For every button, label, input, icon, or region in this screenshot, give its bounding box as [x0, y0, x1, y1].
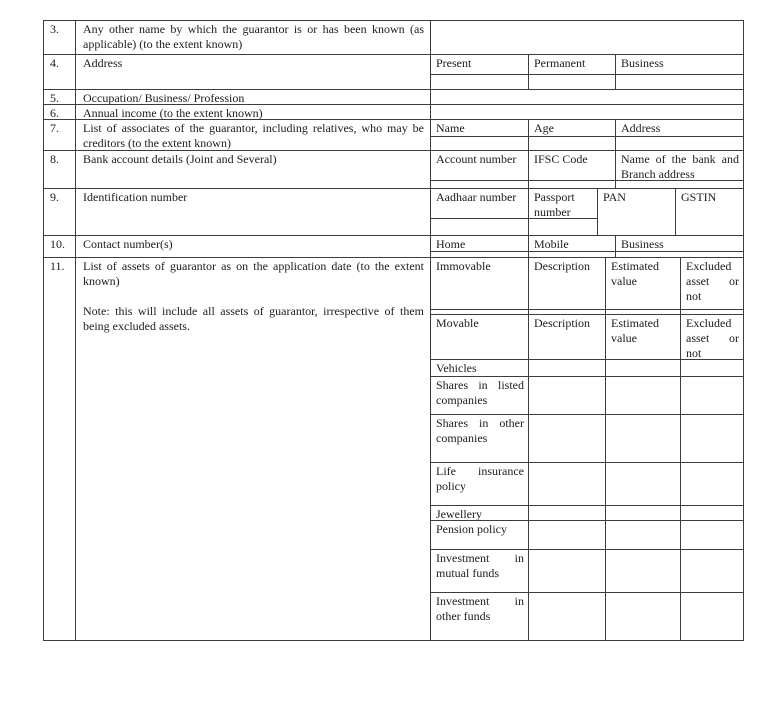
row10-header-business: Business	[616, 236, 744, 252]
row4-permanent-cell	[529, 75, 616, 90]
row4-header-permanent: Permanent	[529, 55, 616, 75]
row4-header-present: Present	[431, 55, 529, 75]
row11-header-description1: Description	[529, 258, 606, 310]
row9-aadhaar-cell	[431, 219, 529, 236]
asset-cell	[681, 463, 744, 506]
asset-label-shares-listed: Shares in listed companies	[431, 377, 529, 415]
row11-header-estimated-value1: Estimated value	[606, 258, 681, 310]
asset-cell	[606, 377, 681, 415]
row7-header-age: Age	[529, 120, 616, 137]
asset-label-shares-other: Shares in other companies	[431, 415, 529, 463]
row9-header-passport: Passport number	[529, 189, 598, 219]
row6-number: 6.	[44, 105, 76, 120]
asset-label-pension: Pension policy	[431, 521, 529, 550]
row8-account-cell	[431, 181, 529, 189]
asset-cell	[529, 415, 606, 463]
row11-header-excluded2: Excluded asset or not	[681, 315, 744, 360]
row7-number: 7.	[44, 120, 76, 151]
row9-passport-cell	[529, 219, 598, 236]
row8-number: 8.	[44, 151, 76, 189]
row10-description: Contact number(s)	[76, 236, 431, 258]
row11-note-text: Note: this will include all assets of guarantor, irrespective of them being excluded assets.	[83, 304, 424, 333]
asset-cell	[606, 415, 681, 463]
asset-cell	[681, 360, 744, 377]
asset-cell	[606, 593, 681, 641]
guarantor-form-table	[43, 20, 744, 641]
asset-cell	[606, 360, 681, 377]
row8-header-bank-name: Name of the bank and Branch address	[616, 151, 744, 181]
row11-description	[76, 258, 431, 641]
row9-description: Identification number	[76, 189, 431, 236]
row7-address-cell	[616, 137, 744, 151]
row6-answer-cell	[431, 105, 744, 120]
row7-name-cell	[431, 137, 529, 151]
asset-cell	[529, 360, 606, 377]
asset-label-jewellery: Jewellery	[431, 506, 529, 521]
row7-header-name: Name	[431, 120, 529, 137]
row4-present-cell	[431, 75, 529, 90]
asset-cell	[529, 521, 606, 550]
row11-header-excluded1: Excluded asset or not	[681, 258, 744, 310]
row11-header-movable: Movable	[431, 315, 529, 360]
row8-header-ifsc-code: IFSC Code	[529, 151, 616, 181]
row7-age-cell	[529, 137, 616, 151]
asset-cell	[681, 415, 744, 463]
asset-cell	[681, 506, 744, 521]
row3-description: Any other name by which the guarantor is or has been known (as applicable) (to the extent known)	[76, 21, 431, 55]
row4-number: 4.	[44, 55, 76, 90]
row3-number: 3.	[44, 21, 76, 55]
row4-business-cell	[616, 75, 744, 90]
row3-answer-cell	[431, 21, 744, 55]
row9-header-pan: PAN	[598, 189, 676, 236]
row10-header-mobile: Mobile	[529, 236, 616, 252]
asset-cell	[529, 506, 606, 521]
row9-header-gstin: GSTIN	[676, 189, 744, 236]
row5-answer-cell	[431, 90, 744, 105]
asset-cell	[529, 377, 606, 415]
row5-description: Occupation/ Business/ Profession	[76, 90, 431, 105]
row4-header-business: Business	[616, 55, 744, 75]
asset-cell	[606, 463, 681, 506]
asset-cell	[529, 593, 606, 641]
asset-cell	[529, 550, 606, 593]
row6-description: Annual income (to the extent known)	[76, 105, 431, 120]
asset-label-inv-other: Investment in other funds	[431, 593, 529, 641]
row8-description: Bank account details (Joint and Several)	[76, 151, 431, 189]
asset-label-life-insurance: Life insurance policy	[431, 463, 529, 506]
row7-header-address: Address	[616, 120, 744, 137]
row8-ifsc-cell	[529, 181, 616, 189]
asset-cell	[606, 506, 681, 521]
row7-description: List of associates of the guarantor, including relatives, who may be creditors (to the extent known)	[76, 120, 431, 151]
row11-description-text: List of assets of guarantor as on the application date (to the extent known)	[83, 259, 424, 288]
asset-cell	[606, 550, 681, 593]
row4-description: Address	[76, 55, 431, 90]
asset-cell	[681, 521, 744, 550]
asset-cell	[681, 377, 744, 415]
asset-cell	[529, 463, 606, 506]
row9-number: 9.	[44, 189, 76, 236]
row11-number: 11.	[44, 258, 76, 641]
row8-bank-cell	[616, 181, 744, 189]
asset-cell	[606, 521, 681, 550]
row9-header-aadhaar: Aadhaar number	[431, 189, 529, 219]
asset-label-inv-mutual: Investment in mutual funds	[431, 550, 529, 593]
row8-header-account-number: Account number	[431, 151, 529, 181]
row10-header-home: Home	[431, 236, 529, 252]
row5-number: 5.	[44, 90, 76, 105]
row11-header-estimated-value2: Estimated value	[606, 315, 681, 360]
row11-header-description2: Description	[529, 315, 606, 360]
asset-cell	[681, 550, 744, 593]
asset-cell	[681, 593, 744, 641]
row11-header-immovable: Immovable	[431, 258, 529, 310]
row10-number: 10.	[44, 236, 76, 258]
asset-label-vehicles: Vehicles	[431, 360, 529, 377]
